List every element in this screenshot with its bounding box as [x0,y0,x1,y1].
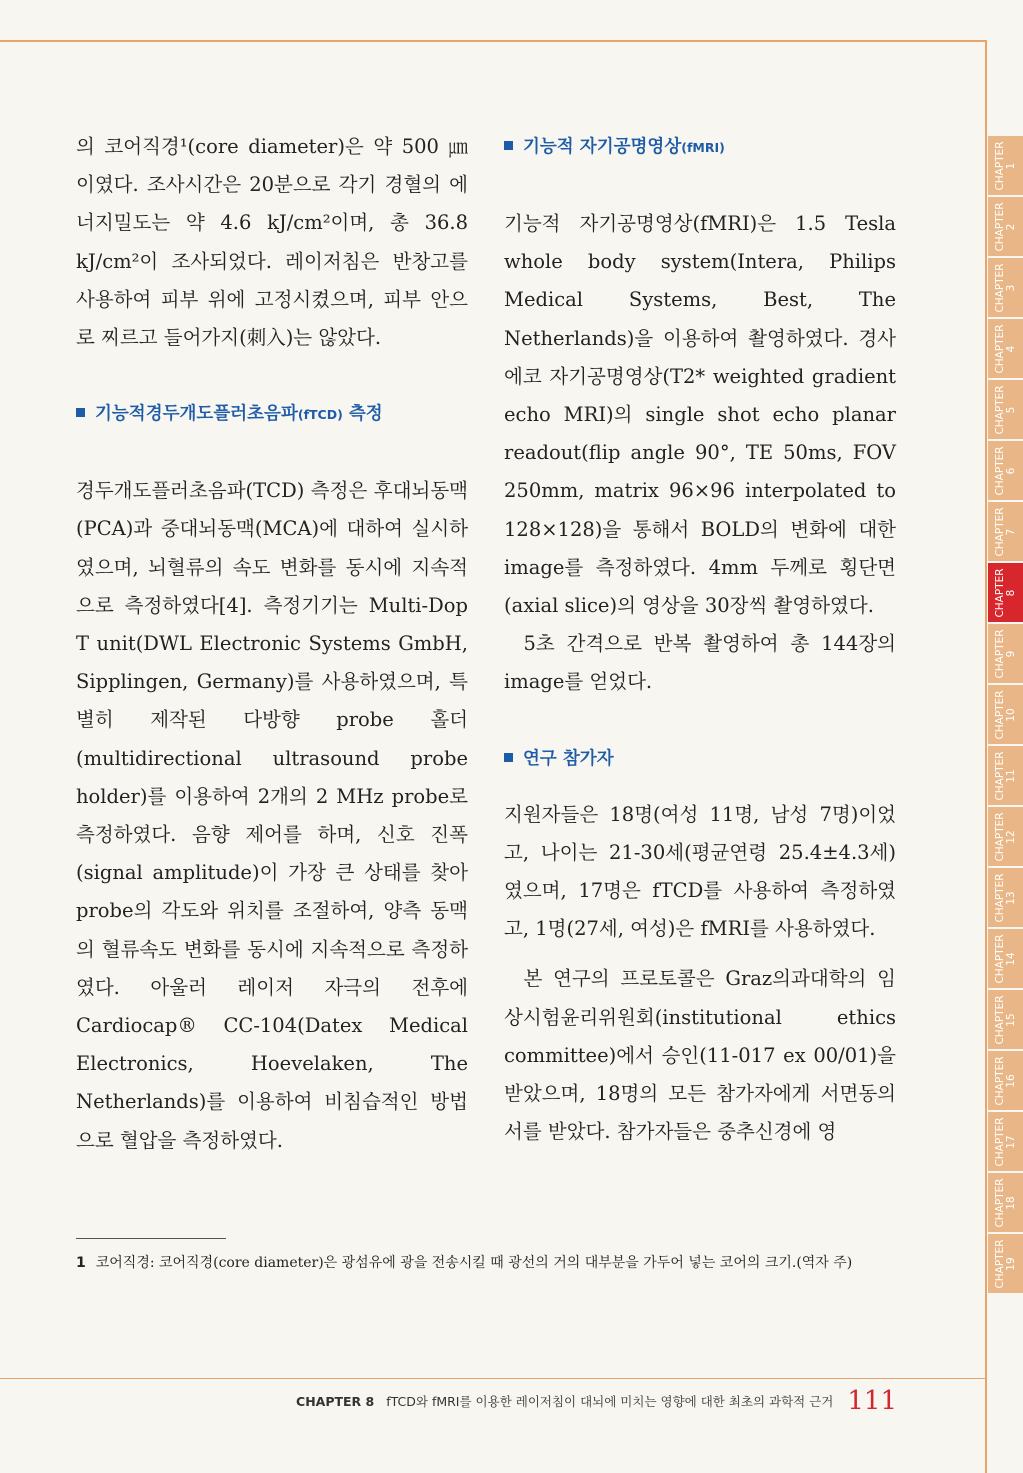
section-heading-ftcd-abbr: (fTCD) [297,407,343,423]
chapter-tab-number: 10 [1004,707,1017,722]
bottom-rule [0,1378,985,1379]
chapter-tab-number: 7 [1004,528,1017,535]
section-heading-participants-text: 연구 참가자 [523,748,614,769]
left-paragraph-2: 경두개도플러초음파(TCD) 측정은 후대뇌동맥(PCA)과 중대뇌동맥(MCA)에 대하여 실시하였으며, 뇌혈류의 속도 변화를 동시에 지속적으로 측정하였다[4]. 측정기기는 Multi-Dop T unit(DWL Electronic Systems GmbH, Sipplingen, Germany)를 사용하였으며, 특별히 제작된 다방향 probe 홀더(multidirectional ultrasound probe holder)를 이용하여 2개의 2 MHz probe로 측정하였다. 음향 제어를 하며, 신호 진폭(signal amplitude)이 가장 큰 상태를 찾아 probe의 각도와 위치를 조절하여, 양측 동맥의 혈류속도 변화를 동시에 지속적으로 측정하였다. 아울러 레이저 자극의 전후에 Cardiocap® CC-104(Datex Medical Electronics, Hoevelaken, The Netherlands)를 이용하여 비침습적인 방법으로 혈압을 측정하였다. [76,479,468,1152]
right-paragraph-4: 본 연구의 프로토콜은 Graz의과대학의 임상시험윤리위원회(institutional ethics committee)에서 승인(11-017 ex 00/01)을 받았으며, 18명의 모든 참가자에게 서면동의서를 받았다. 참가자들은 중추신경에 영 [504,967,896,1144]
chapter-tab-text: CHAPTER [993,1238,1006,1289]
right-paragraph-2: 5초 간격으로 반복 촬영하여 총 144장의 image를 얻었다. [504,632,896,694]
square-bullet-icon [76,408,85,417]
footer-title: fTCD와 fMRI를 이용한 레이저침이 대뇌에 미치는 영향에 대한 최초의 과학적 근거 [386,1394,834,1409]
right-column [504,128,896,1151]
chapter-tab-number: 15 [1004,1012,1017,1027]
chapter-tab-label [995,873,1017,922]
footnote [76,1250,894,1276]
chapter-tab-text: CHAPTER [993,933,1006,984]
chapter-tab-label [995,629,1017,678]
chapter-tab-number: 8 [1004,589,1017,596]
chapter-tab-10[interactable] [988,685,1023,744]
section-heading-ftcd-suffix: 측정 [342,404,383,425]
chapter-tab-number: 9 [1004,650,1017,657]
chapter-tab-label [995,812,1017,861]
chapter-tab-14[interactable] [988,929,1023,988]
chapter-tab-number: 13 [1004,890,1017,905]
chapter-tab-15[interactable] [988,990,1023,1049]
section-heading-fmri [504,128,896,167]
chapter-tab-label [995,995,1017,1044]
chapter-tab-text: CHAPTER [993,140,1006,191]
chapter-tab-text: CHAPTER [993,872,1006,923]
left-paragraph-1: 의 코어직경¹(core diameter)은 약 500 ㎛이였다. 조사시간은 20분으로 각기 경혈의 에너지밀도는 약 4.6 kJ/cm²이며, 총 36.8 kJ/cm²이 조사되었다. 레이저침은 반창고를 사용하여 피부 위에 고정시켰으며, 피부 안으로 찌르고 들어가지(刺入)는 않았다. [76,135,468,350]
chapter-tab-label [995,263,1017,312]
chapter-tab-text: CHAPTER [993,506,1006,557]
chapter-tab-label [995,934,1017,983]
chapter-tab-text: CHAPTER [993,1116,1006,1167]
chapter-tab-label [995,1117,1017,1166]
chapter-tab-text: CHAPTER [993,811,1006,862]
chapter-tab-text: CHAPTER [993,445,1006,496]
page-footer [257,1386,897,1417]
chapter-tab-text: CHAPTER [993,628,1006,679]
chapter-tab-13[interactable] [988,868,1023,927]
chapter-tab-label [995,568,1017,617]
section-heading-fmri-abbr: (fMRI) [681,140,725,155]
chapter-tab-text: CHAPTER [993,262,1006,313]
chapter-tab-label [995,202,1017,251]
chapter-tab-label [995,1178,1017,1227]
footnote-number: 1 [76,1255,86,1271]
footnote-text: 코어직경: 코어직경(core diameter)은 광섬유에 광을 전송시킬 때 광선의 거의 대부분을 가두어 넣는 코어의 크기.(역자 주) [95,1255,853,1271]
chapter-tab-label [995,751,1017,800]
chapter-tab-number: 6 [1004,467,1017,474]
chapter-tab-text: CHAPTER [993,567,1006,618]
chapter-tab-label [995,690,1017,739]
chapter-tab-number: 4 [1004,345,1017,352]
top-rule [0,40,985,42]
chapter-tab-16[interactable] [988,1051,1023,1110]
section-heading-ftcd [76,395,468,434]
chapter-tab-text: CHAPTER [993,323,1006,374]
chapter-tab-number: 3 [1004,284,1017,291]
chapter-tab-label [995,141,1017,190]
section-heading-participants [504,740,896,778]
section-heading-ftcd-text: 기능적경두개도플러초음파 [95,404,298,425]
chapter-tab-number: 19 [1004,1256,1017,1271]
chapter-tab-6[interactable] [988,441,1023,500]
chapter-tab-1[interactable] [988,136,1023,195]
square-bullet-icon [504,141,513,150]
chapter-tab-number: 2 [1004,223,1017,230]
chapter-tab-number: 11 [1004,768,1017,783]
chapter-tab-4[interactable] [988,319,1023,378]
chapter-tab-number: 1 [1004,162,1017,169]
chapter-tab-number: 14 [1004,951,1017,966]
chapter-tab-19[interactable] [988,1234,1023,1293]
chapter-tab-2[interactable] [988,197,1023,256]
chapter-tab-18[interactable] [988,1173,1023,1232]
chapter-tab-number: 17 [1004,1134,1017,1149]
chapter-tab-12[interactable] [988,807,1023,866]
chapter-tab-text: CHAPTER [993,1177,1006,1228]
chapter-tab-text: CHAPTER [993,1055,1006,1106]
chapter-tab-text: CHAPTER [993,994,1006,1045]
page-number: 111 [847,1386,897,1416]
chapter-tab-9[interactable] [988,624,1023,683]
footnote-rule [76,1238,226,1239]
left-column [76,128,468,1160]
chapter-tab-number: 16 [1004,1073,1017,1088]
chapter-tab-text: CHAPTER [993,689,1006,740]
chapter-tab-label [995,385,1017,434]
chapter-tab-number: 5 [1004,406,1017,413]
chapter-tab-label [995,1056,1017,1105]
chapter-tab-label [995,507,1017,556]
chapter-tab-text: CHAPTER [993,384,1006,435]
footer-chapter: CHAPTER 8 [296,1394,375,1409]
chapter-tab-number: 12 [1004,829,1017,844]
chapter-tab-number: 18 [1004,1195,1017,1210]
right-paragraph-3: 지원자들은 18명(여성 11명, 남성 7명)이었고, 나이는 21-30세(평균연령 25.4±4.3세)였으며, 17명은 fTCD를 사용하여 측정하였고, 1명(27세, 여성)은 fMRI를 사용하였다. [504,802,896,941]
chapter-tab-8[interactable] [988,563,1023,622]
right-paragraph-1: 기능적 자기공명영상(fMRI)은 1.5 Tesla whole body system(Intera, Philips Medical Systems, Best, The Netherlands)을 이용하여 촬영하였다. 경사에코 자기공명영상(T2* weighted gradient echo MRI)의 single shot echo planar readout(flip angle 90°, TE 50ms, FOV 250mm, matrix 96×96 interpolated to 128×128)을 통해서 BOLD의 변화에 대한 image를 측정하였다. 4mm 두께로 횡단면(axial slice)의 영상을 30장씩 촬영하였다. [504,212,896,618]
chapter-tab-17[interactable] [988,1112,1023,1171]
chapter-tab-label [995,1239,1017,1288]
chapter-tab-11[interactable] [988,746,1023,805]
right-rule [985,40,987,1473]
chapter-tab-text: CHAPTER [993,201,1006,252]
chapter-tab-3[interactable] [988,258,1023,317]
square-bullet-icon [504,753,513,762]
section-heading-fmri-text: 기능적 자기공명영상 [523,137,682,157]
chapter-tab-5[interactable] [988,380,1023,439]
chapter-tabs [988,136,1023,1295]
chapter-tab-label [995,446,1017,495]
chapter-tab-7[interactable] [988,502,1023,561]
chapter-tab-text: CHAPTER [993,750,1006,801]
chapter-tab-label [995,324,1017,373]
